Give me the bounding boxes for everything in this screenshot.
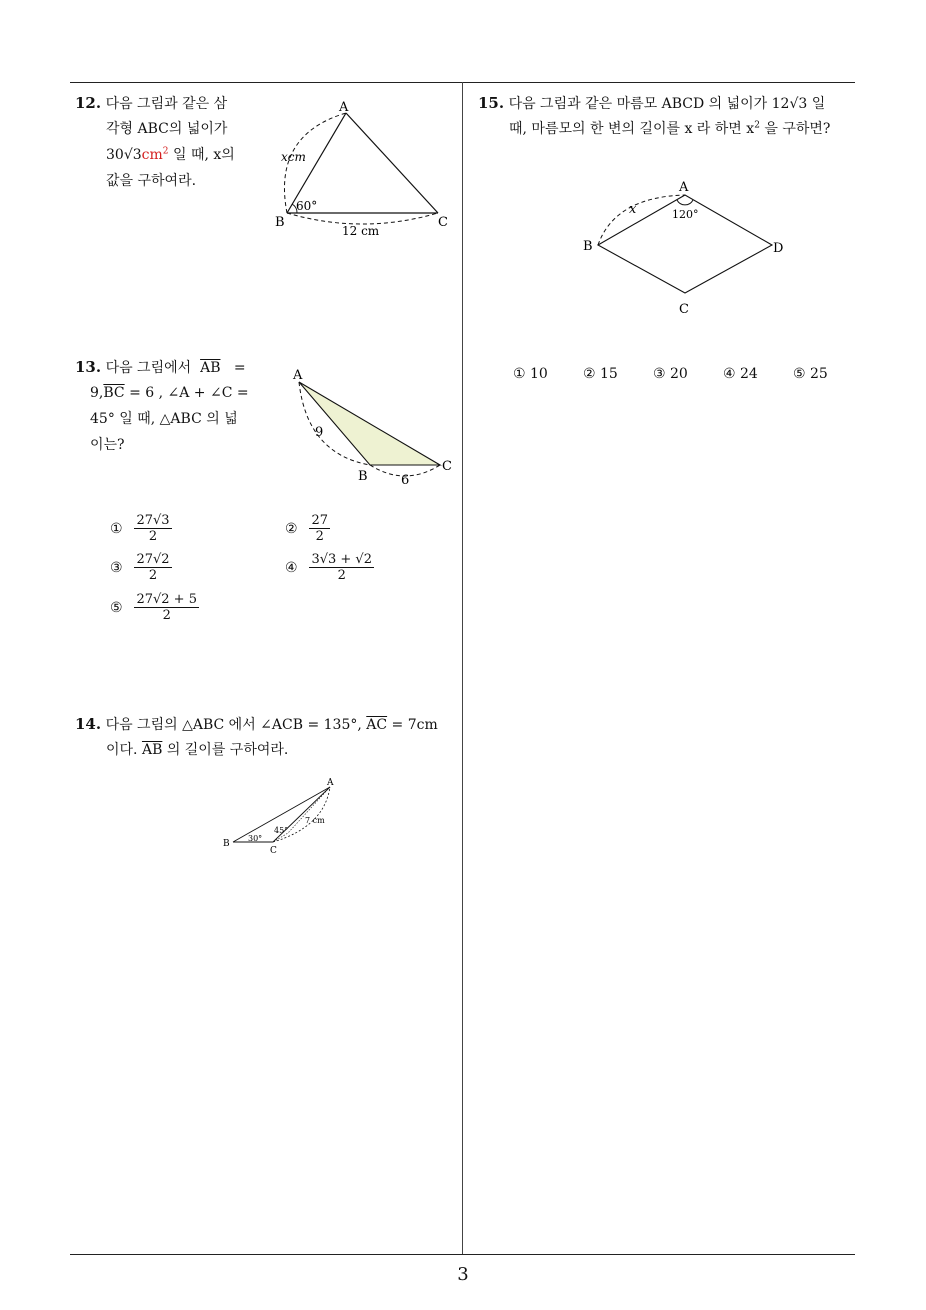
q13-choice-4[interactable]: ④ $\frac{3√3 + √2}{2}$ <box>285 552 372 583</box>
q13-choice-5[interactable]: ⑤ $\frac{27√2 + 5}{2}$ <box>110 592 197 623</box>
q15-choice-4[interactable]: ④ 24 <box>723 366 758 382</box>
q15-choice-3[interactable]: ③ 20 <box>653 366 688 382</box>
q15-line1 <box>478 94 825 113</box>
q14-label-ac: 7 cm <box>305 816 325 825</box>
q13-line1 <box>75 358 246 377</box>
q15-number: 15. <box>478 94 505 112</box>
q12-text-4: 값을 구하여라. <box>106 173 197 189</box>
q14-line2 <box>106 741 288 759</box>
q12-number: 12. <box>75 94 102 112</box>
q13-text-3: 45° 일 때, △ABC 의 넓 <box>90 411 238 427</box>
q15-label-a: A <box>679 180 689 195</box>
q14-text-2: 이다. <box>106 742 138 758</box>
column-divider <box>462 82 463 1255</box>
q12-label-side: xcm <box>281 150 306 164</box>
q14-text-1b: = 7cm <box>391 717 438 733</box>
q15-text-1: 다음 그림과 같은 마름모 ABCD 의 넓이가 12√3 일 <box>508 96 826 112</box>
q14-text-1: 다음 그림의 △ABC 에서 ∠ACB = 135°, <box>105 717 362 733</box>
q14-line1 <box>75 715 438 734</box>
q13-seg-bc: $\overline{BC}$ <box>103 385 125 401</box>
q13-label-b: B <box>358 469 368 484</box>
q12-line1 <box>75 94 227 113</box>
q13-choice-1[interactable]: ① $\frac{27√3}{2}$ <box>110 513 170 544</box>
q12-text-3: 일 때, x의 <box>172 147 235 163</box>
q13-choice-2[interactable]: ② $\frac{27}{2}$ <box>285 513 328 544</box>
q13-eq: = <box>233 360 246 376</box>
q15-label-c: C <box>679 302 689 317</box>
q14-triangle-figure <box>220 775 350 855</box>
q12-label-c: C <box>438 215 448 230</box>
q12-bc-dim <box>287 213 438 224</box>
q12-label-a: A <box>339 100 349 115</box>
q12-label-angle: 60° <box>296 199 318 213</box>
q14-text-2b: 의 길이를 구하여라. <box>166 742 289 758</box>
q13-number: 13. <box>75 358 102 376</box>
q15-choice-5[interactable]: ⑤ 25 <box>793 366 828 382</box>
q13-label-ab: 9 <box>315 425 324 440</box>
q14-number: 14. <box>75 715 102 733</box>
q15-angle-arc <box>677 200 693 205</box>
q12-area-unit: $cm^2$ <box>141 146 169 163</box>
q13-label-bc: 6 <box>401 473 410 488</box>
q15-label-b: B <box>583 239 593 254</box>
q15-line2 <box>509 120 830 138</box>
q14-label-angle-c: 45° <box>274 826 289 835</box>
q15-rhombus-figure <box>575 175 795 320</box>
q13-text-4: 이는? <box>90 437 125 453</box>
q15-choice-1[interactable]: ① 10 <box>513 366 548 382</box>
page-number: 3 <box>457 1264 469 1285</box>
bottom-rule <box>70 1254 855 1255</box>
q15-label-d: D <box>773 241 784 256</box>
q13-label-c: C <box>442 459 452 474</box>
q12-triangle-figure <box>270 95 460 240</box>
q12-text-2: 각형 ABC의 넓이가 <box>106 121 228 137</box>
q13-text-1: 다음 그림에서 <box>105 360 192 376</box>
q15-text-2: 때, 마름모의 한 변의 길이를 x 라 하면 x <box>509 121 755 137</box>
q15-label-x: x <box>629 202 637 217</box>
q14-seg-ac: $\overline{AC}$ <box>366 717 388 733</box>
q12-side-ac <box>346 113 438 213</box>
q14-seg-ab: $\overline{AB}$ <box>141 742 163 758</box>
q15-superscript: 2 <box>754 120 760 131</box>
q13-line2 <box>90 384 249 402</box>
q12-area-value: 30√3 <box>106 147 142 163</box>
q14-label-angle-b: 30° <box>248 834 263 843</box>
q14-label-b: B <box>223 839 230 849</box>
q12-label-b: B <box>275 215 285 230</box>
q13-text-2: 9, <box>90 385 104 401</box>
q13-triangle-figure <box>285 362 460 492</box>
q13-seg-ab: $\overline{AB}$ <box>200 360 221 376</box>
q14-label-c: C <box>270 846 277 855</box>
q15-choice-2[interactable]: ② 15 <box>583 366 618 382</box>
q14-label-a: A <box>327 778 334 788</box>
q12-label-base: 12 cm <box>342 224 380 238</box>
q15-label-angle: 120° <box>672 208 699 221</box>
q12-text-1: 다음 그림과 같은 삼 <box>105 96 228 112</box>
q13-triangle <box>299 382 440 465</box>
q13-choice-3[interactable]: ③ $\frac{27√2}{2}$ <box>110 552 170 583</box>
q12-line3 <box>106 146 235 164</box>
q15-text-2b: 을 구하면? <box>764 121 831 137</box>
q13-text-2b: = 6 , ∠A + ∠C = <box>129 385 249 401</box>
q13-label-a: A <box>293 368 303 383</box>
